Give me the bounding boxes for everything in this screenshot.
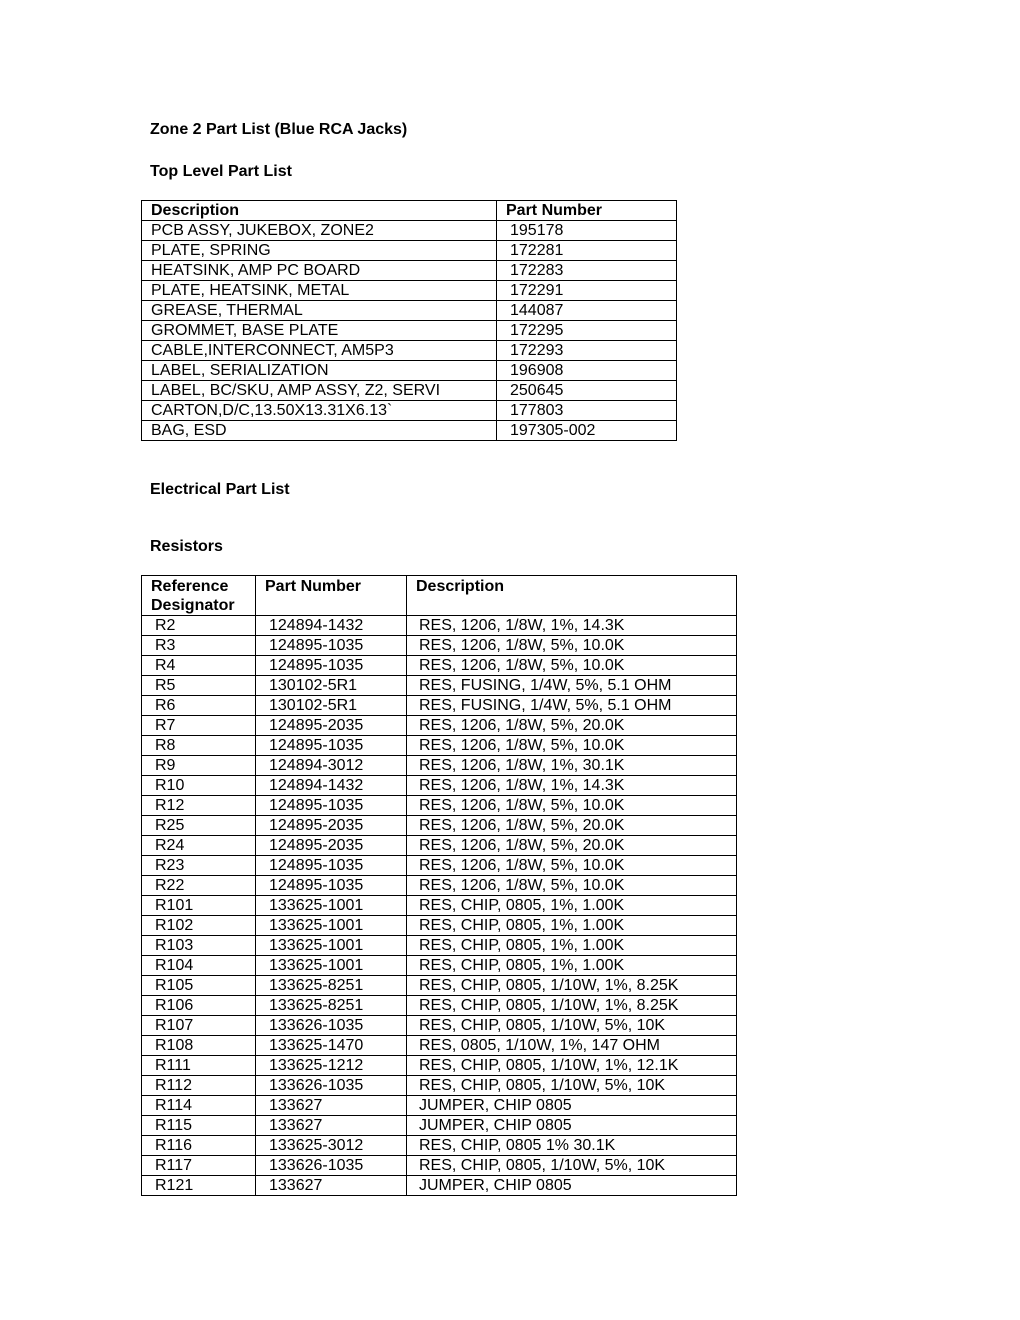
cell-reference-designator: R115 <box>142 1116 256 1136</box>
cell-reference-designator: R8 <box>142 736 256 756</box>
cell-description: RES, 1206, 1/8W, 5%, 10.0K <box>407 856 737 876</box>
cell-reference-designator: R111 <box>142 1056 256 1076</box>
table-row <box>142 221 677 241</box>
cell-reference-designator: R108 <box>142 1036 256 1056</box>
cell-description: RES, 1206, 1/8W, 5%, 10.0K <box>407 636 737 656</box>
column-header-part-number: Part Number <box>497 201 677 221</box>
cell-reference-designator: R25 <box>142 816 256 836</box>
cell-part-number: 133625-1001 <box>256 956 407 976</box>
cell-part-number: 124895-1035 <box>256 636 407 656</box>
cell-description: RES, 1206, 1/8W, 5%, 20.0K <box>407 816 737 836</box>
cell-description: RES, FUSING, 1/4W, 5%, 5.1 OHM <box>407 676 737 696</box>
table-row <box>142 936 737 956</box>
cell-part-number: 124895-1035 <box>256 876 407 896</box>
cell-reference-designator: R5 <box>142 676 256 696</box>
cell-description: RES, FUSING, 1/4W, 5%, 5.1 OHM <box>407 696 737 716</box>
cell-part-number: 124895-2035 <box>256 836 407 856</box>
table-row <box>142 1076 737 1096</box>
cell-reference-designator: R22 <box>142 876 256 896</box>
cell-part-number: 144087 <box>497 301 677 321</box>
cell-reference-designator: R12 <box>142 796 256 816</box>
table-row <box>142 261 677 281</box>
cell-part-number: 133625-1001 <box>256 936 407 956</box>
cell-part-number: 172281 <box>497 241 677 261</box>
cell-part-number: 172293 <box>497 341 677 361</box>
table-header-row <box>142 201 677 221</box>
cell-description: PCB ASSY, JUKEBOX, ZONE2 <box>142 221 497 241</box>
cell-description: RES, CHIP, 0805, 1/10W, 1%, 8.25K <box>407 976 737 996</box>
cell-reference-designator: R106 <box>142 996 256 1016</box>
cell-part-number: 124895-1035 <box>256 856 407 876</box>
cell-description: RES, 1206, 1/8W, 1%, 14.3K <box>407 616 737 636</box>
table-row <box>142 1016 737 1036</box>
cell-part-number: 124895-1035 <box>256 736 407 756</box>
table-row <box>142 1116 737 1136</box>
cell-description: CABLE,INTERCONNECT, AM5P3 <box>142 341 497 361</box>
cell-part-number: 124894-3012 <box>256 756 407 776</box>
cell-description: HEATSINK, AMP PC BOARD <box>142 261 497 281</box>
cell-description: PLATE, SPRING <box>142 241 497 261</box>
table-row <box>142 421 677 441</box>
cell-reference-designator: R4 <box>142 656 256 676</box>
cell-description: RES, CHIP, 0805, 1/10W, 5%, 10K <box>407 1016 737 1036</box>
cell-description: RES, 1206, 1/8W, 5%, 20.0K <box>407 836 737 856</box>
table-row <box>142 1096 737 1116</box>
cell-reference-designator: R114 <box>142 1096 256 1116</box>
table-row <box>142 736 737 756</box>
cell-description: RES, 0805, 1/10W, 1%, 147 OHM <box>407 1036 737 1056</box>
cell-description: RES, CHIP, 0805, 1/10W, 5%, 10K <box>407 1076 737 1096</box>
column-header-part-number: Part Number <box>256 576 407 616</box>
cell-description: RES, CHIP, 0805, 1%, 1.00K <box>407 916 737 936</box>
cell-reference-designator: R2 <box>142 616 256 636</box>
top-level-heading: Top Level Part List <box>150 163 292 180</box>
table-row <box>142 381 677 401</box>
cell-part-number: 172283 <box>497 261 677 281</box>
table-row <box>142 401 677 421</box>
cell-part-number: 133627 <box>256 1096 407 1116</box>
cell-part-number: 172291 <box>497 281 677 301</box>
column-header-reference-designator: Reference Designator <box>142 576 256 616</box>
cell-description: RES, 1206, 1/8W, 1%, 30.1K <box>407 756 737 776</box>
cell-reference-designator: R9 <box>142 756 256 776</box>
cell-description: RES, 1206, 1/8W, 5%, 10.0K <box>407 876 737 896</box>
cell-part-number: 124894-1432 <box>256 616 407 636</box>
cell-description: BAG, ESD <box>142 421 497 441</box>
cell-part-number: 133626-1035 <box>256 1016 407 1036</box>
cell-description: RES, 1206, 1/8W, 5%, 10.0K <box>407 736 737 756</box>
cell-description: GREASE, THERMAL <box>142 301 497 321</box>
cell-part-number: 250645 <box>497 381 677 401</box>
cell-reference-designator: R107 <box>142 1016 256 1036</box>
cell-part-number: 133625-1470 <box>256 1036 407 1056</box>
cell-part-number: 124894-1432 <box>256 776 407 796</box>
table-row <box>142 856 737 876</box>
column-header-description: Description <box>407 576 737 616</box>
table-row <box>142 281 677 301</box>
cell-part-number: 133625-1001 <box>256 896 407 916</box>
cell-description: RES, CHIP, 0805, 1%, 1.00K <box>407 956 737 976</box>
cell-reference-designator: R101 <box>142 896 256 916</box>
table-row <box>142 1056 737 1076</box>
table-row <box>142 636 737 656</box>
table-row <box>142 916 737 936</box>
resistors-heading: Resistors <box>150 538 223 555</box>
cell-reference-designator: R10 <box>142 776 256 796</box>
table-row <box>142 876 737 896</box>
cell-part-number: 124895-2035 <box>256 816 407 836</box>
table-row <box>142 241 677 261</box>
cell-part-number: 133626-1035 <box>256 1076 407 1096</box>
cell-part-number: 124895-1035 <box>256 656 407 676</box>
table-row <box>142 656 737 676</box>
top-level-part-table <box>141 200 677 441</box>
cell-description: RES, CHIP, 0805, 1/10W, 5%, 10K <box>407 1156 737 1176</box>
cell-reference-designator: R3 <box>142 636 256 656</box>
cell-description: JUMPER, CHIP 0805 <box>407 1116 737 1136</box>
cell-description: JUMPER, CHIP 0805 <box>407 1096 737 1116</box>
cell-description: RES, 1206, 1/8W, 5%, 10.0K <box>407 656 737 676</box>
resistors-table <box>141 575 737 1196</box>
table-row <box>142 756 737 776</box>
table-row <box>142 616 737 636</box>
cell-description: LABEL, BC/SKU, AMP ASSY, Z2, SERVI <box>142 381 497 401</box>
table-row <box>142 361 677 381</box>
cell-part-number: 133625-1001 <box>256 916 407 936</box>
table-row <box>142 1136 737 1156</box>
cell-description: RES, CHIP, 0805, 1/10W, 1%, 12.1K <box>407 1056 737 1076</box>
cell-description: RES, 1206, 1/8W, 5%, 10.0K <box>407 796 737 816</box>
cell-description: RES, CHIP, 0805, 1/10W, 1%, 8.25K <box>407 996 737 1016</box>
cell-part-number: 197305-002 <box>497 421 677 441</box>
cell-part-number: 130102-5R1 <box>256 676 407 696</box>
cell-description: PLATE, HEATSINK, METAL <box>142 281 497 301</box>
cell-part-number: 133625-3012 <box>256 1136 407 1156</box>
cell-reference-designator: R116 <box>142 1136 256 1156</box>
cell-reference-designator: R121 <box>142 1176 256 1196</box>
cell-reference-designator: R117 <box>142 1156 256 1176</box>
cell-part-number: 133626-1035 <box>256 1156 407 1176</box>
cell-reference-designator: R7 <box>142 716 256 736</box>
cell-reference-designator: R6 <box>142 696 256 716</box>
table-row <box>142 896 737 916</box>
cell-description: RES, CHIP, 0805, 1%, 1.00K <box>407 936 737 956</box>
cell-part-number: 124895-1035 <box>256 796 407 816</box>
table-row <box>142 301 677 321</box>
cell-description: GROMMET, BASE PLATE <box>142 321 497 341</box>
cell-part-number: 133627 <box>256 1116 407 1136</box>
table-row <box>142 321 677 341</box>
cell-description: RES, 1206, 1/8W, 1%, 14.3K <box>407 776 737 796</box>
cell-reference-designator: R23 <box>142 856 256 876</box>
cell-part-number: 177803 <box>497 401 677 421</box>
cell-part-number: 133625-1212 <box>256 1056 407 1076</box>
cell-part-number: 130102-5R1 <box>256 696 407 716</box>
table-row <box>142 956 737 976</box>
cell-reference-designator: R24 <box>142 836 256 856</box>
cell-part-number: 133625-8251 <box>256 976 407 996</box>
cell-part-number: 195178 <box>497 221 677 241</box>
table-row <box>142 716 737 736</box>
cell-part-number: 133625-8251 <box>256 996 407 1016</box>
cell-description: RES, 1206, 1/8W, 5%, 20.0K <box>407 716 737 736</box>
cell-reference-designator: R105 <box>142 976 256 996</box>
table-row <box>142 776 737 796</box>
cell-description: LABEL, SERIALIZATION <box>142 361 497 381</box>
cell-part-number: 124895-2035 <box>256 716 407 736</box>
table-row <box>142 976 737 996</box>
table-row <box>142 796 737 816</box>
cell-reference-designator: R102 <box>142 916 256 936</box>
cell-description: RES, CHIP, 0805 1% 30.1K <box>407 1136 737 1156</box>
cell-part-number: 172295 <box>497 321 677 341</box>
table-row <box>142 996 737 1016</box>
table-row <box>142 676 737 696</box>
electrical-heading: Electrical Part List <box>150 481 290 498</box>
table-header-row <box>142 576 737 616</box>
cell-reference-designator: R104 <box>142 956 256 976</box>
table-row <box>142 836 737 856</box>
cell-reference-designator: R112 <box>142 1076 256 1096</box>
cell-part-number: 196908 <box>497 361 677 381</box>
table-row <box>142 1176 737 1196</box>
cell-description: RES, CHIP, 0805, 1%, 1.00K <box>407 896 737 916</box>
column-header-description: Description <box>142 201 497 221</box>
table-row <box>142 1036 737 1056</box>
table-row <box>142 1156 737 1176</box>
cell-part-number: 133627 <box>256 1176 407 1196</box>
table-row <box>142 696 737 716</box>
table-row <box>142 341 677 361</box>
cell-description: CARTON,D/C,13.50X13.31X6.13` <box>142 401 497 421</box>
cell-description: JUMPER, CHIP 0805 <box>407 1176 737 1196</box>
table-row <box>142 816 737 836</box>
document-title: Zone 2 Part List (Blue RCA Jacks) <box>150 121 408 138</box>
cell-reference-designator: R103 <box>142 936 256 956</box>
